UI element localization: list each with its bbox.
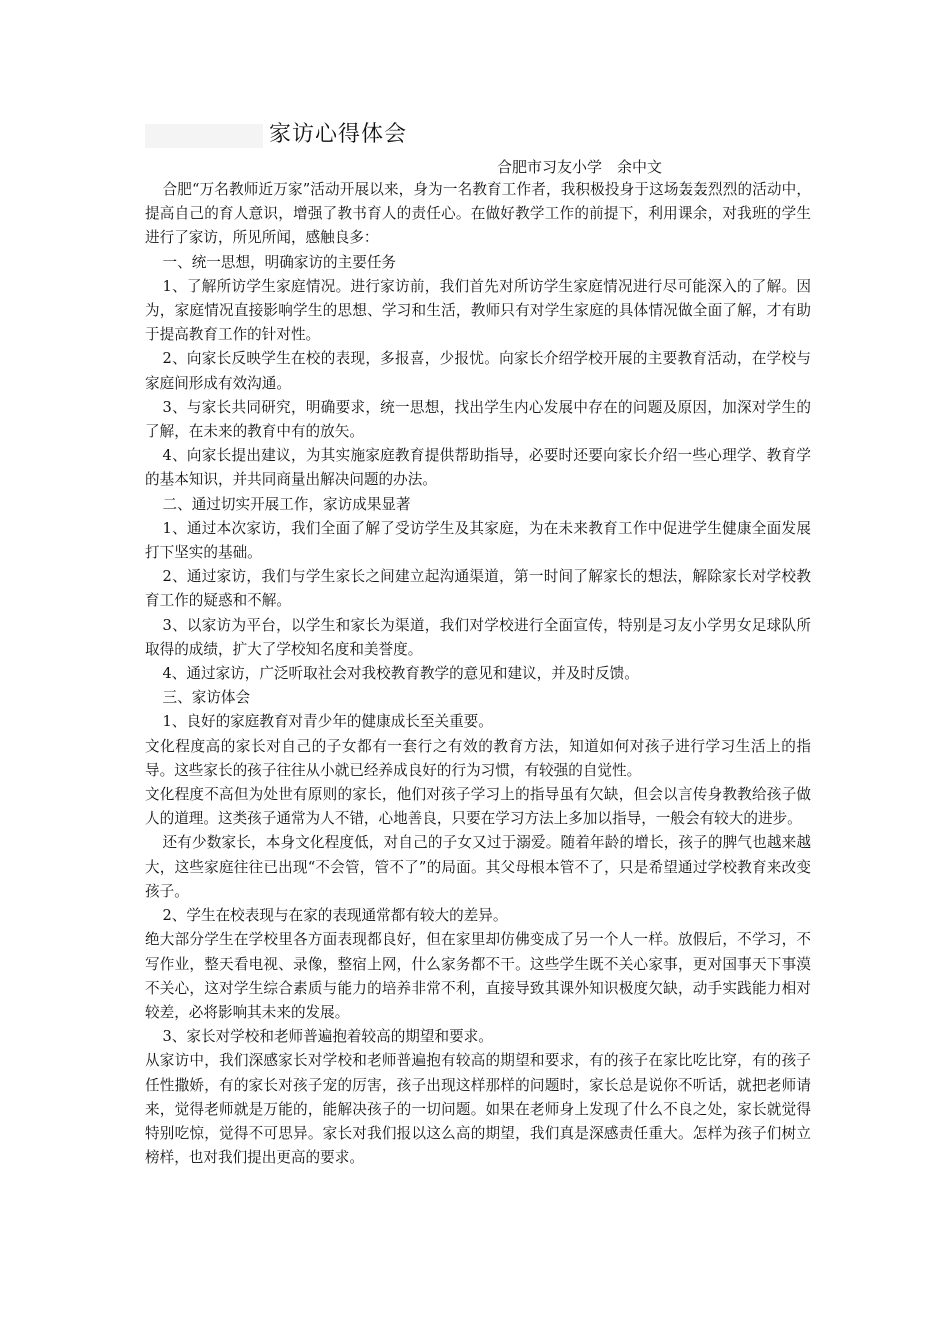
title-row	[145, 118, 811, 156]
document-body	[145, 178, 811, 1170]
paragraph: 3、以家访为平台，以学生和家长为渠道，我们对学校进行全面宣传，特别是习友小学男女足球队所取得的成绩，扩大了学校知名度和美誉度。	[145, 616, 811, 658]
paragraph: 从家访中，我们深感家长对学校和老师普遍抱有较高的期望和要求，有的孩子在家比吃比穿，有的孩子任性撒娇，有的家长对孩子宠的厉害，孩子出现这样那样的问题时，家长总是说你不听话，就把老师请来，觉得老师就是万能的，能解决孩子的一切问题。如果在老师身上发现了什么不良之处，家长就觉得特别吃惊，觉得不可思异。家长对我们报以这么高的期望，我们真是深感责任重大。怎样为孩子们树立榜样，也对我们提出更高的要求。	[145, 1052, 811, 1167]
paragraph: 绝大部分学生在学校里各方面表现都良好，但在家里却仿佛变成了另一个人一样。放假后，不学习，不写作业，整天看电视、录像，整宿上网，什么家务都不干。这些学生既不关心家事，更对国事天下事漠不关心，这对学生综合素质与能力的培养非常不利，直接导致其课外知识极度欠缺，动手实践能力相对较差，必将影响其未来的发展。	[145, 931, 811, 1021]
paragraph: 4、通过家访，广泛听取社会对我校教育教学的意见和建议，并及时反馈。	[162, 665, 639, 683]
paragraph: 三、家访体会	[162, 689, 251, 707]
paragraph: 文化程度不高但为处世有原则的家长，他们对孩子学习上的指导虽有欠缺，但会以言传身教教给孩子做人的道理。这类孩子通常为人不错，心地善良，只要在学习方法上多加以指导，一般会有较大的进步。	[145, 786, 811, 828]
author-line: 合肥市习友小学 余中文	[497, 158, 663, 176]
paragraph: 4、向家长提出建议，为其实施家庭教育提供帮助指导，必要时还要向家长介绍一些心理学、教育学的基本知识，并共同商量出解决问题的办法。	[145, 447, 811, 489]
paragraph: 1、了解所访学生家庭情况。进行家访前，我们首先对所访学生家庭情况进行尽可能深入的了解。因为，家庭情况直接影响学生的思想、学习和生活，教师只有对学生家庭的具体情况做全面了解，才有助于提高教育工作的针对性。	[145, 277, 811, 344]
paragraph: 一、统一思想，明确家访的主要任务	[162, 253, 397, 271]
paragraph: 3、家长对学校和老师普遍抱着较高的期望和要求。	[162, 1028, 493, 1046]
document-page	[145, 118, 811, 1170]
paragraph: 2、通过家访，我们与学生家长之间建立起沟通渠道，第一时间了解家长的想法，解除家长对学校教育工作的疑惑和不解。	[145, 568, 811, 610]
paragraph: 3、与家长共同研究，明确要求，统一思想，找出学生内心发展中存在的问题及原因，加深对学生的了解，在未来的教育中有的放矢。	[145, 398, 811, 441]
paragraph: 文化程度高的家长对自己的子女都有一套行之有效的教育方法，知道如何对孩子进行学习生活上的指导。这些家长的孩子往往从小就已经养成良好的行为习惯，有较强的自觉性。	[145, 737, 811, 779]
paragraph: 合肥“万名教师近万家”活动开展以来，身为一名教育工作者，我积极投身于这场轰轰烈烈的活动中，提高自己的育人意识，增强了教书育人的责任心。在做好教学工作的前提下，利用课余，对我班的学生进行了家访，所见所闻，感触良多：	[145, 181, 811, 247]
paragraph: 1、通过本次家访，我们全面了解了受访学生及其家庭，为在未来教育工作中促进学生健康全面发展打下坚实的基础。	[145, 519, 811, 562]
paragraph: 还有少数家长，本身文化程度低，对自己的子女又过于溺爱。随着年龄的增长，孩子的脾气也越来越大，这些家庭往往已出现“不会管，管不了”的局面。其父母根本管不了，只是希望通过学校教育来改变孩子。	[145, 834, 811, 900]
paragraph: 2、向家长反映学生在校的表现，多报喜，少报忧。向家长介绍学校开展的主要教育活动，在学校与家庭间形成有效沟通。	[145, 350, 811, 392]
document-title: 家访心得体会	[269, 122, 408, 147]
paragraph: 2、学生在校表现与在家的表现通常都有较大的差异。	[162, 907, 508, 925]
paragraph: 二、通过切实开展工作，家访成果显著	[162, 495, 411, 513]
title-highlight-shade	[145, 124, 263, 148]
paragraph: 1、良好的家庭教育对青少年的健康成长至关重要。	[162, 713, 493, 731]
